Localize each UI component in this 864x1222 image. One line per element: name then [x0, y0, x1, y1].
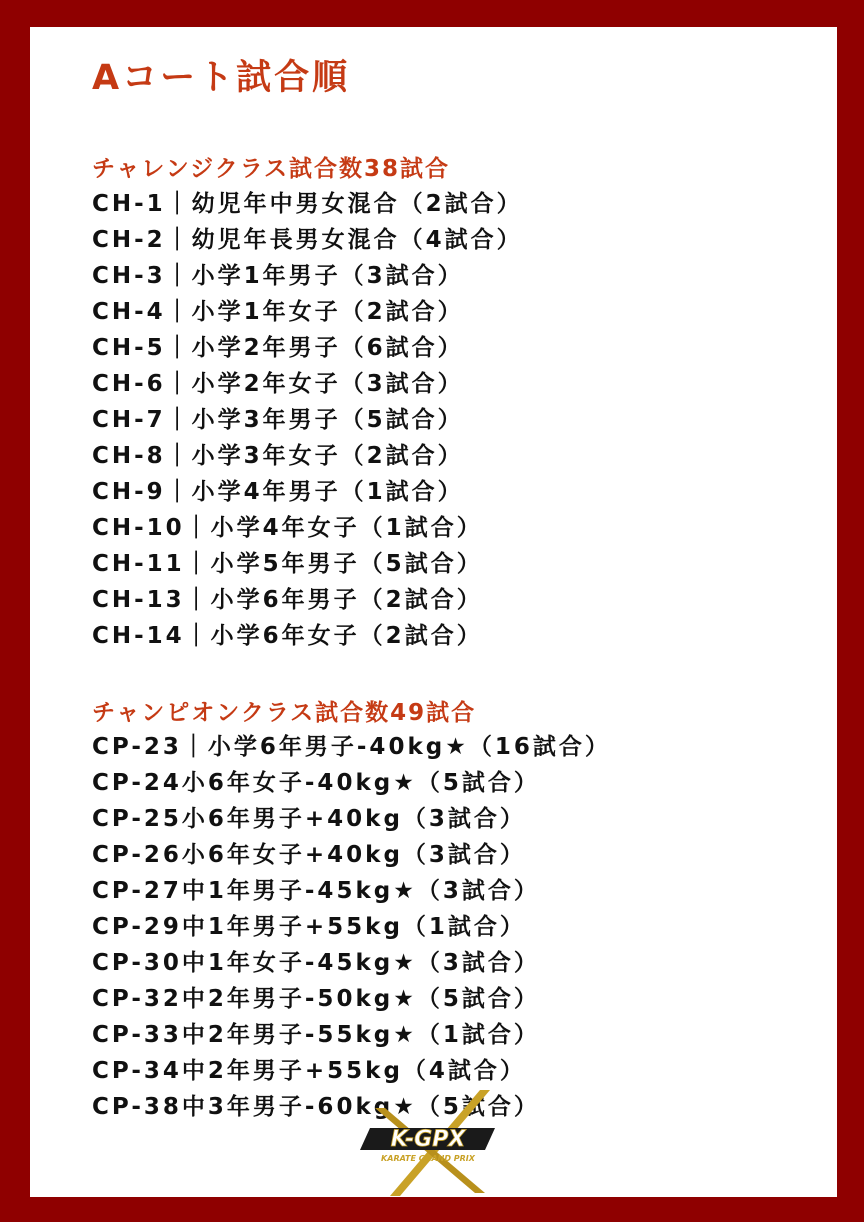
list-item: CP-33中2年男子-55kg★（1試合）	[92, 1022, 540, 1048]
list-item: CP-34中2年男子+55kg（4試合）	[92, 1058, 526, 1084]
list-item: CP-38中3年男子-60kg★（5試合）	[92, 1094, 540, 1120]
list-item: CP-32中2年男子-50kg★（5試合）	[92, 986, 540, 1012]
challenge-class-heading: チャレンジクラス試合数38試合	[92, 156, 451, 182]
list-item: CH-9｜小学4年男子（1試合）	[92, 479, 464, 505]
champion-class-heading: チャンピオンクラス試合数49試合	[92, 700, 477, 726]
list-item: CH-7｜小学3年男子（5試合）	[92, 407, 464, 433]
list-item: CP-23｜小学6年男子-40kg★（16試合）	[92, 734, 611, 760]
logo-wordmark: K-GPX	[390, 1127, 466, 1152]
list-item: CH-10｜小学4年女子（1試合）	[92, 515, 483, 541]
list-item: CH-8｜小学3年女子（2試合）	[92, 443, 464, 469]
k-gpx-logo	[330, 1088, 530, 1198]
champion-class-list	[92, 729, 611, 1125]
list-item: CP-24小6年女子-40kg★（5試合）	[92, 770, 540, 796]
list-item: CH-6｜小学2年女子（3試合）	[92, 371, 464, 397]
list-item: CP-26小6年女子+40kg（3試合）	[92, 842, 526, 868]
list-item: CH-5｜小学2年男子（6試合）	[92, 335, 464, 361]
page-title: Aコート試合順	[92, 58, 351, 98]
list-item: CH-13｜小学6年男子（2試合）	[92, 587, 483, 613]
list-item: CH-4｜小学1年女子（2試合）	[92, 299, 464, 325]
list-item: CH-11｜小学5年男子（5試合）	[92, 551, 483, 577]
list-item: CH-2｜幼児年長男女混合（4試合）	[92, 227, 523, 253]
list-item: CP-29中1年男子+55kg（1試合）	[92, 914, 526, 940]
list-item: CP-30中1年女子-45kg★（3試合）	[92, 950, 540, 976]
list-item: CP-25小6年男子+40kg（3試合）	[92, 806, 526, 832]
list-item: CH-14｜小学6年女子（2試合）	[92, 623, 483, 649]
list-item: CH-3｜小学1年男子（3試合）	[92, 263, 464, 289]
list-item: CP-27中1年男子-45kg★（3試合）	[92, 878, 540, 904]
challenge-class-list	[92, 186, 523, 654]
list-item: CH-1｜幼児年中男女混合（2試合）	[92, 191, 523, 217]
logo-tagline: KARATE GRAND PRIX	[381, 1154, 475, 1163]
